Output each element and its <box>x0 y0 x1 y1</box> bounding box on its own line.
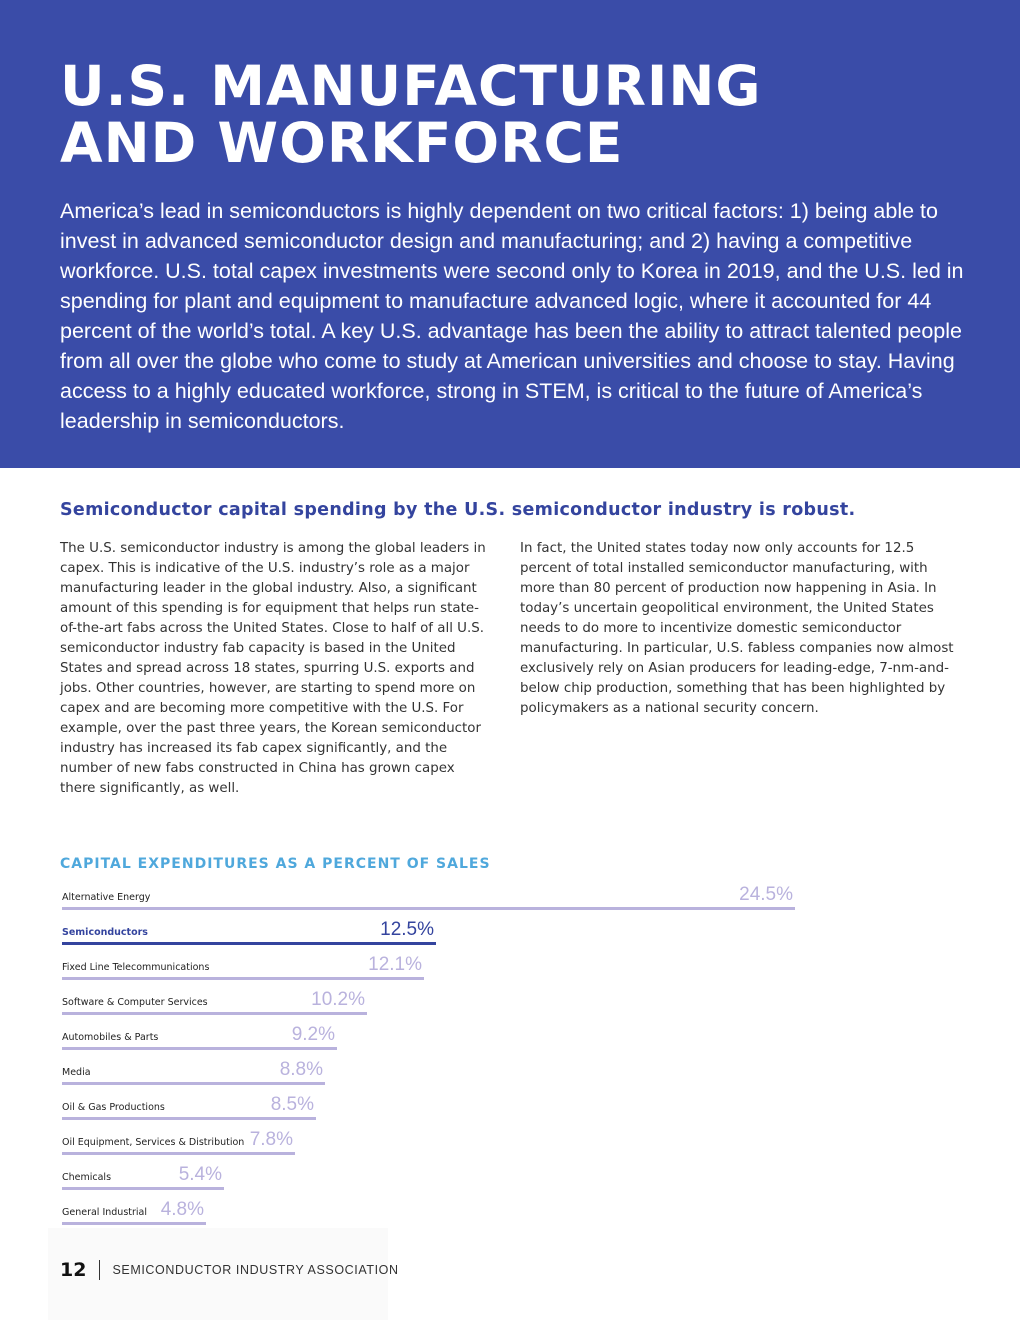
bar-label: Oil & Gas Productions <box>62 1102 165 1113</box>
bar-row <box>62 1055 325 1085</box>
bar <box>62 1082 325 1085</box>
bar-value-label: 12.1% <box>368 954 422 975</box>
bar <box>62 907 795 910</box>
bar-row <box>62 1090 316 1120</box>
capex-bar-chart <box>62 880 962 1225</box>
bar <box>62 1047 337 1050</box>
page-title-line-1: U.S. MANUFACTURING <box>60 54 762 118</box>
bar-row <box>62 1160 224 1190</box>
bar <box>62 1222 206 1225</box>
bar-value-label: 7.8% <box>249 1129 293 1150</box>
bar-label: Software & Computer Services <box>62 997 208 1008</box>
bar-row <box>62 985 367 1015</box>
bar <box>62 1152 295 1155</box>
bar-value-label: 8.8% <box>279 1059 323 1080</box>
page-number: 12 <box>60 1259 87 1281</box>
body-column-right: In fact, the United states today now only accounts for 12.5 percent of total installed semiconductor manufacturing, with more than 80 percent of production now happening in Asia. In today’s uncertain geopolitical environment, the United States needs to do more to incentivize domestic semiconductor manufacturing. In particular, U.S. fabless companies now almost exclusively rely on Asian producers for leading-edge, 7-nm-and-below chip production, something that has been highlighted by policymakers as a national security concern. <box>520 541 954 716</box>
bar-label: Alternative Energy <box>62 892 151 903</box>
bar-row <box>62 950 424 980</box>
bar-label: General Industrial <box>62 1207 148 1218</box>
publisher-name: SEMICONDUCTOR INDUSTRY ASSOCIATION <box>112 1263 399 1277</box>
bar-value-label: 9.2% <box>291 1024 335 1045</box>
bar <box>62 1012 367 1015</box>
bar-label: Fixed Line Telecommunications <box>62 962 210 973</box>
bar-label: Chemicals <box>62 1172 112 1183</box>
section-heading: Semiconductor capital spending by the U.S. semiconductor industry is robust. <box>60 500 856 520</box>
bar <box>62 1187 224 1190</box>
bar-row <box>62 1020 337 1050</box>
bar-row <box>62 880 795 910</box>
bar-label: Automobiles & Parts <box>62 1032 159 1043</box>
bar-value-label: 5.4% <box>178 1164 222 1185</box>
body-column-left: The U.S. semiconductor industry is among the global leaders in capex. This is indicative of the U.S. industry’s role as a major manufacturing leader in the global industry. Also, a significant amount of this spending is for equipment that helps run state-of-the-art fabs across the United States. Close to half of all U.S. semiconductor industry fab capacity is based in the United States and spread across 18 states, spurring U.S. exports and jobs. Other countries, however, are starting to spend more on capex and are becoming more competitive with the U.S. For example, over the past three years, the Korean semiconductor industry has increased its fab capex significantly, and the number of new fabs constructed in China has grown capex there significantly, as well. <box>60 541 486 796</box>
bar-label: Oil Equipment, Services & Distribution <box>62 1137 245 1148</box>
page-title-line-2: AND WORKFORCE <box>60 111 624 175</box>
chart-title: CAPITAL EXPENDITURES AS A PERCENT OF SALES <box>60 856 491 872</box>
header-banner <box>0 0 1020 468</box>
intro-paragraph: America’s lead in semiconductors is highly dependent on two critical factors: 1) being able to invest in advanced semiconductor design and manufacturing; and 2) having a competitive workforce. U.S. total capex investments were second only to Korea in 2019, and the U.S. led in spending for plant and equipment to manufacture advanced logic, where it accounted for 44 percent of the world’s total. A key U.S. advantage has been the ability to attract talented people from all over the globe who come to study at American universities and choose to stay. Having access to a highly educated workforce, strong in STEM, is critical to the future of America’s leadership in semiconductors. <box>60 199 964 433</box>
footer-divider <box>99 1260 100 1280</box>
bar-value-label: 8.5% <box>270 1094 314 1115</box>
bar-row <box>62 915 436 945</box>
page-title <box>60 54 960 175</box>
bar-value-label: 4.8% <box>160 1199 204 1220</box>
bar-label: Semiconductors <box>62 927 148 938</box>
bar-value-label: 10.2% <box>311 989 365 1010</box>
page-footer <box>60 1256 399 1284</box>
bar <box>62 977 424 980</box>
bar-row <box>62 1195 206 1225</box>
bar-row <box>62 1125 295 1155</box>
bar <box>62 942 436 945</box>
bar-value-label: 24.5% <box>739 884 793 905</box>
bar <box>62 1117 316 1120</box>
bar-value-label: 12.5% <box>380 919 434 940</box>
bar-label: Media <box>62 1067 91 1078</box>
